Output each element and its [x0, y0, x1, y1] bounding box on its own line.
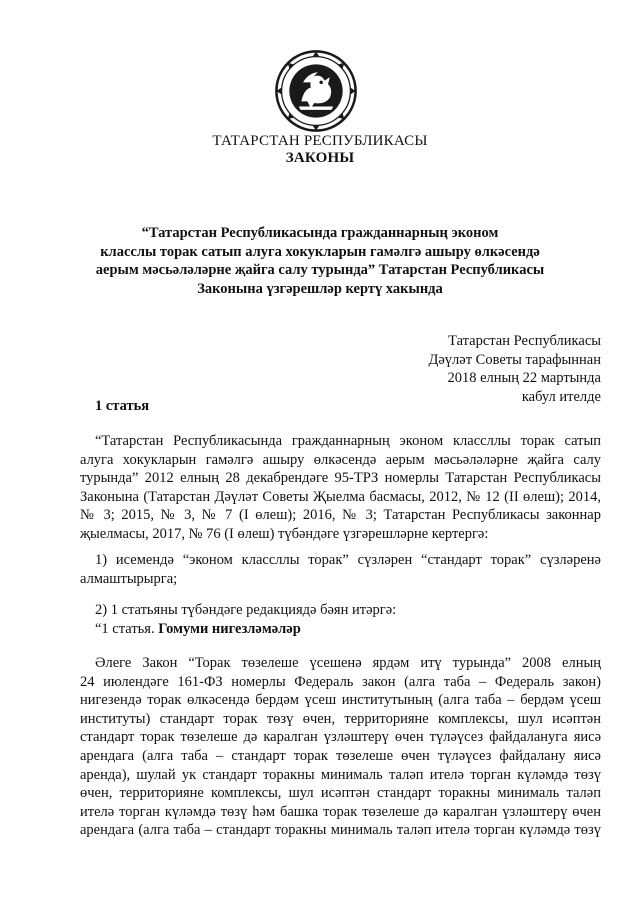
paragraph-amendment-intro [80, 432, 601, 544]
paragraph-item-2 [80, 601, 601, 638]
paragraph-line: арендага (алга таба – стандарт торакны минималь таләп ителә торган күләмдә төзү [80, 822, 601, 839]
title-line: “Татарстан Республикасында гражданнарның эконом [141, 225, 499, 241]
article-heading: 1 статья [95, 398, 150, 414]
paragraph-line: җыелмасы, 2017, № 76 (I өлеш) түбәндәге үзгәрешләрне кертергә: [80, 525, 489, 542]
paragraph-line: ителә торган күләмдә төзү һәм башка торак төзелеше дә каралган үзләштерү өчен [80, 803, 601, 820]
paragraph-line: 2) 1 статьяны түбәндәге редакциядә бәян итәргә: [95, 602, 397, 618]
title-line: Законына үзгәрешләр кертү хакында [197, 280, 443, 297]
paragraph-line: № 3; 2015, № 3, № 7 (I өлеш); 2016, № 3; Татарстан Республикасы законнар [80, 507, 601, 524]
adoption-line: Дәүләт Советы тарафыннан [428, 351, 601, 368]
tatarstan-coat-of-arms-icon [273, 48, 359, 134]
paragraph-line: өчен, территорияне комплексы, шул исәптән стандарт торакны минималь таләп [80, 785, 601, 802]
quoted-article-title: Гомуми нигезләмәләр [158, 620, 301, 637]
paragraph-line: Законына (Татарстан Дәүләт Советы Җыелма басмасы, 2012, № 12 (II өлеш); 2014, [80, 488, 601, 505]
paragraph-line: алмаштырырга; [80, 570, 178, 587]
header-republic: ТАТАРСТАН РЕСПУБЛИКАСЫ [212, 133, 428, 149]
title-line: аерым мәсьәләләрне җайга салу турында” Татарстан Республикасы [95, 262, 545, 279]
paragraph-line: аренда), шулай ук стандарт торакны минималь таләп ителә торган күләмдә төзү [80, 766, 601, 783]
paragraph-line: 1) исемендә “эконом классллы торак” сүзләрен “стандарт торак” сүзләренә [95, 552, 601, 568]
paragraph-line: турында” 2012 елның 28 декабрендәге 95-ТРЗ номерлы Татарстан Республикасы [80, 470, 601, 487]
adoption-line: Татарстан Республикасы [448, 333, 601, 349]
quoted-article-number: “1 статья. [95, 620, 159, 637]
paragraph-line: “Татарстан Республикасында гражданнарның эконом классллы торак сатып [95, 433, 601, 449]
paragraph-general-provisions [80, 654, 601, 840]
paragraph-line: Әлеге Закон “Торак төзелеше үсешенә ярдәм итү турында” 2008 елның [95, 655, 601, 671]
paragraph-line: институты) стандарт торак төзү өчен, территорияне комплексы, шул исәптән [80, 710, 601, 727]
paragraph-item-1 [80, 551, 601, 588]
paragraph-line: 24 июлендәге 161-ФЗ номерлы Федераль закон (алга таба – Федераль закон) [80, 673, 601, 690]
title-line: класслы торак сатып алуга хокукларын гамәлгә ашыру өлкәсендә [100, 243, 540, 260]
adoption-line: кабул ителде [521, 388, 601, 405]
header-law: ЗАКОНЫ [285, 150, 355, 166]
law-title [80, 224, 560, 298]
paragraph-line: нигезендә торак өлкәсендә бердәм үсеш институтының (алга таба – бердәм үсеш [80, 692, 601, 709]
quoted-article-heading [80, 620, 601, 639]
adoption-line: 2018 елның 22 мартында [447, 370, 601, 386]
paragraph-line: арендага (алга таба – стандарт торак төзелеше өчен түләүсез файдалану яисә [80, 747, 601, 764]
adoption-block [300, 332, 601, 406]
paragraph-line: стандарт торак төзелеше дә каралган үзләштерү өчен түләүсез файдалануга яисә [80, 729, 601, 746]
paragraph-line: алуга хокукларын гамәлгә ашыру өлкәсендә аерым мәсьәләләрне җайга салу [80, 451, 601, 468]
